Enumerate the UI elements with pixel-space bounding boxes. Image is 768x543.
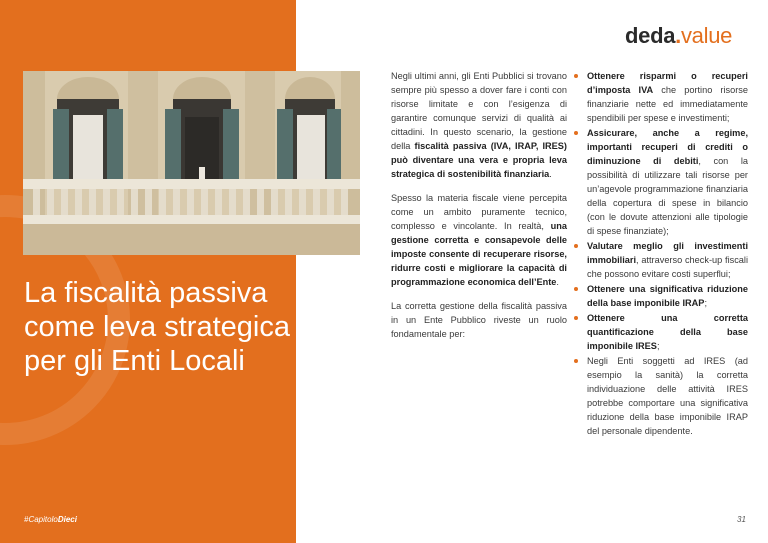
text-run: Spesso la materia fiscale viene percepita come un ambito puramente tecnico, complesso e vincolante. In realtà,: [391, 193, 567, 231]
list-item: [573, 354, 748, 438]
facade-illustration: [23, 71, 360, 255]
text-run: , attraverso check-up fiscali che possono evitare costi superflui;: [587, 255, 748, 279]
hashtag-prefix: #Capitolo: [24, 515, 58, 524]
bold-text-run: Ottenere una corretta quantificazione della base imponibile IRES: [587, 313, 748, 351]
text-run: , con la possibilità di utilizzare tali risorse per un’agevole programmazione finanziaria della copertura di spese in bilancio (con le dovute attenzioni alle tipologie di spese finanziate);: [587, 156, 749, 236]
bold-text-run: Valutare meglio gli investimenti immobiliari: [587, 241, 748, 265]
balcony-rail: [23, 179, 360, 189]
text-run: ;: [704, 298, 707, 308]
bold-text-run: Ottenere risparmi o recuperi d’imposta IVA: [587, 71, 748, 95]
bold-text-run: Ottenere una significativa riduzione della base imponibile IRAP: [587, 284, 748, 308]
text-run: La corretta gestione della fiscalità passiva in un Ente Pubblico riveste un ruolo fondamentale per:: [391, 301, 567, 339]
paragraph-2: [391, 191, 567, 289]
text-run: .: [549, 169, 552, 179]
list-item: [573, 126, 748, 238]
list-item: [573, 282, 748, 310]
bold-text-run: Assicurare, anche a regime, importanti recuperi di crediti o diminuzione di debiti: [587, 128, 748, 166]
text-run: che portino risorse finanziarie nette ed immediatamente spendibili per spese e investimenti;: [587, 85, 748, 123]
text-run: .: [556, 277, 559, 287]
window-left: [53, 77, 123, 183]
balustrade: [33, 189, 348, 215]
page-number: 31: [737, 515, 746, 524]
logo-dot: .: [675, 23, 681, 48]
paragraph-1: [391, 69, 567, 181]
bold-text-run: una gestione corretta e consapevole delle imposte consente di recuperare risorse, ridurre costi e migliorare la capacità di programmazione economica dell’Ente: [391, 221, 567, 287]
list-item: [573, 311, 748, 353]
text-run: Negli Enti soggetti ad IRES (ad esempio la sanità) la corretta individuazione delle attività IRES potrebbe comportare una significativa riduzione della base imponibile IRAP del personale dipendente.: [587, 356, 748, 436]
window-center: [165, 77, 239, 183]
text-run: Negli ultimi anni, gli Enti Pubblici si trovano sempre più spesso a dover fare i conti con risorse limitate e con l’esigenza di garantire comunque servizi di qualità ai cittadini. In questo scenario, la gestione della: [391, 71, 567, 151]
paragraph-3: [391, 299, 567, 341]
chapter-hashtag: [24, 515, 77, 524]
list-item: [573, 239, 748, 281]
window-right: [277, 77, 341, 183]
text-run: ;: [656, 341, 660, 351]
hashtag-bold: Dieci: [57, 515, 77, 524]
logo-suffix: value: [680, 23, 733, 48]
right-bullet-column: [573, 69, 748, 439]
building-facade-photo: [23, 71, 360, 255]
middle-text-column: [391, 69, 567, 351]
page-title: La fiscalità passiva come leva strategica per gli Enti Locali: [24, 277, 290, 377]
list-item: [573, 69, 748, 125]
bold-text-run: fiscalità passiva (IVA, IRAP, IRES) può diventare una vera e propria leva strategica di sostenibilità finanziaria: [391, 141, 567, 179]
logo-main: deda: [625, 23, 676, 48]
brand-logo: [625, 23, 732, 49]
benefits-list: [573, 69, 748, 438]
